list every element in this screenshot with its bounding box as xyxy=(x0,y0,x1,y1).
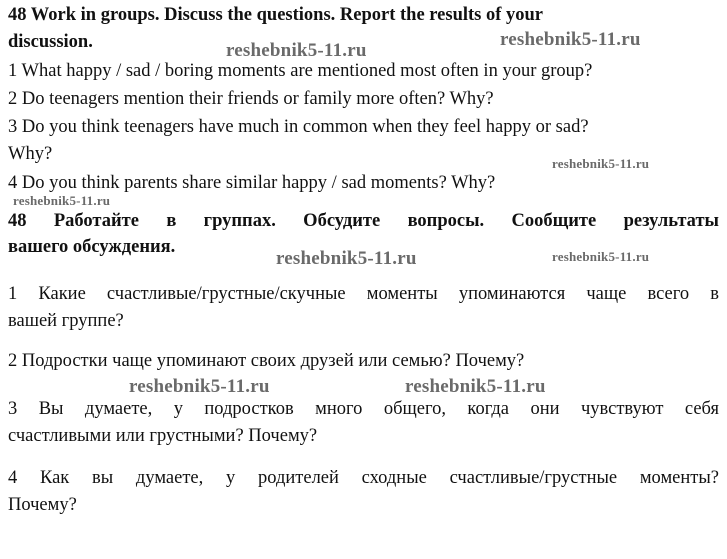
russian-question-3-line1: 3 Вы думаете, у подростков много общего, когда они чувствуют себя xyxy=(8,399,719,419)
english-question-4: 4 Do you think parents share similar happy / sad moments? Why? xyxy=(8,173,496,193)
russian-heading-line1: 48 Работайте в группах. Обсудите вопросы. Сообщите результаты xyxy=(8,211,719,231)
english-question-2: 2 Do teenagers mention their friends or family more often? Why? xyxy=(8,89,494,109)
english-heading-line2: discussion. xyxy=(8,32,93,52)
russian-question-4-line2: Почему? xyxy=(8,495,77,515)
watermark: reshebnik5-11.ru xyxy=(13,193,111,208)
watermark: reshebnik5-11.ru xyxy=(552,156,650,171)
russian-question-1-line1: 1 Какие счастливые/грустные/скучные моменты упоминаются чаще всего в xyxy=(8,284,719,304)
russian-question-3-line2: счастливыми или грустными? Почему? xyxy=(8,426,318,446)
english-heading-line1: 48 Work in groups. Discuss the questions. Report the results of your xyxy=(8,5,544,25)
russian-question-4-line1: 4 Как вы думаете, у родителей сходные счастливые/грустные моменты? xyxy=(8,468,719,488)
watermark: reshebnik5-11.ru xyxy=(405,376,546,397)
watermark: reshebnik5-11.ru xyxy=(552,249,650,264)
english-question-3-line1: 3 Do you think teenagers have much in common when they feel happy or sad? xyxy=(8,117,589,137)
russian-question-2: 2 Подростки чаще упоминают своих друзей или семью? Почему? xyxy=(8,351,525,371)
english-question-1: 1 What happy / sad / boring moments are mentioned most often in your group? xyxy=(8,61,593,81)
russian-heading-line2: вашего обсуждения. xyxy=(8,237,176,257)
watermark: reshebnik5-11.ru xyxy=(226,40,367,61)
english-question-3-line2: Why? xyxy=(8,144,53,164)
watermark: reshebnik5-11.ru xyxy=(276,248,417,269)
russian-question-1-line2: вашей группе? xyxy=(8,311,124,331)
watermark: reshebnik5-11.ru xyxy=(500,29,641,50)
watermark: reshebnik5-11.ru xyxy=(129,376,270,397)
